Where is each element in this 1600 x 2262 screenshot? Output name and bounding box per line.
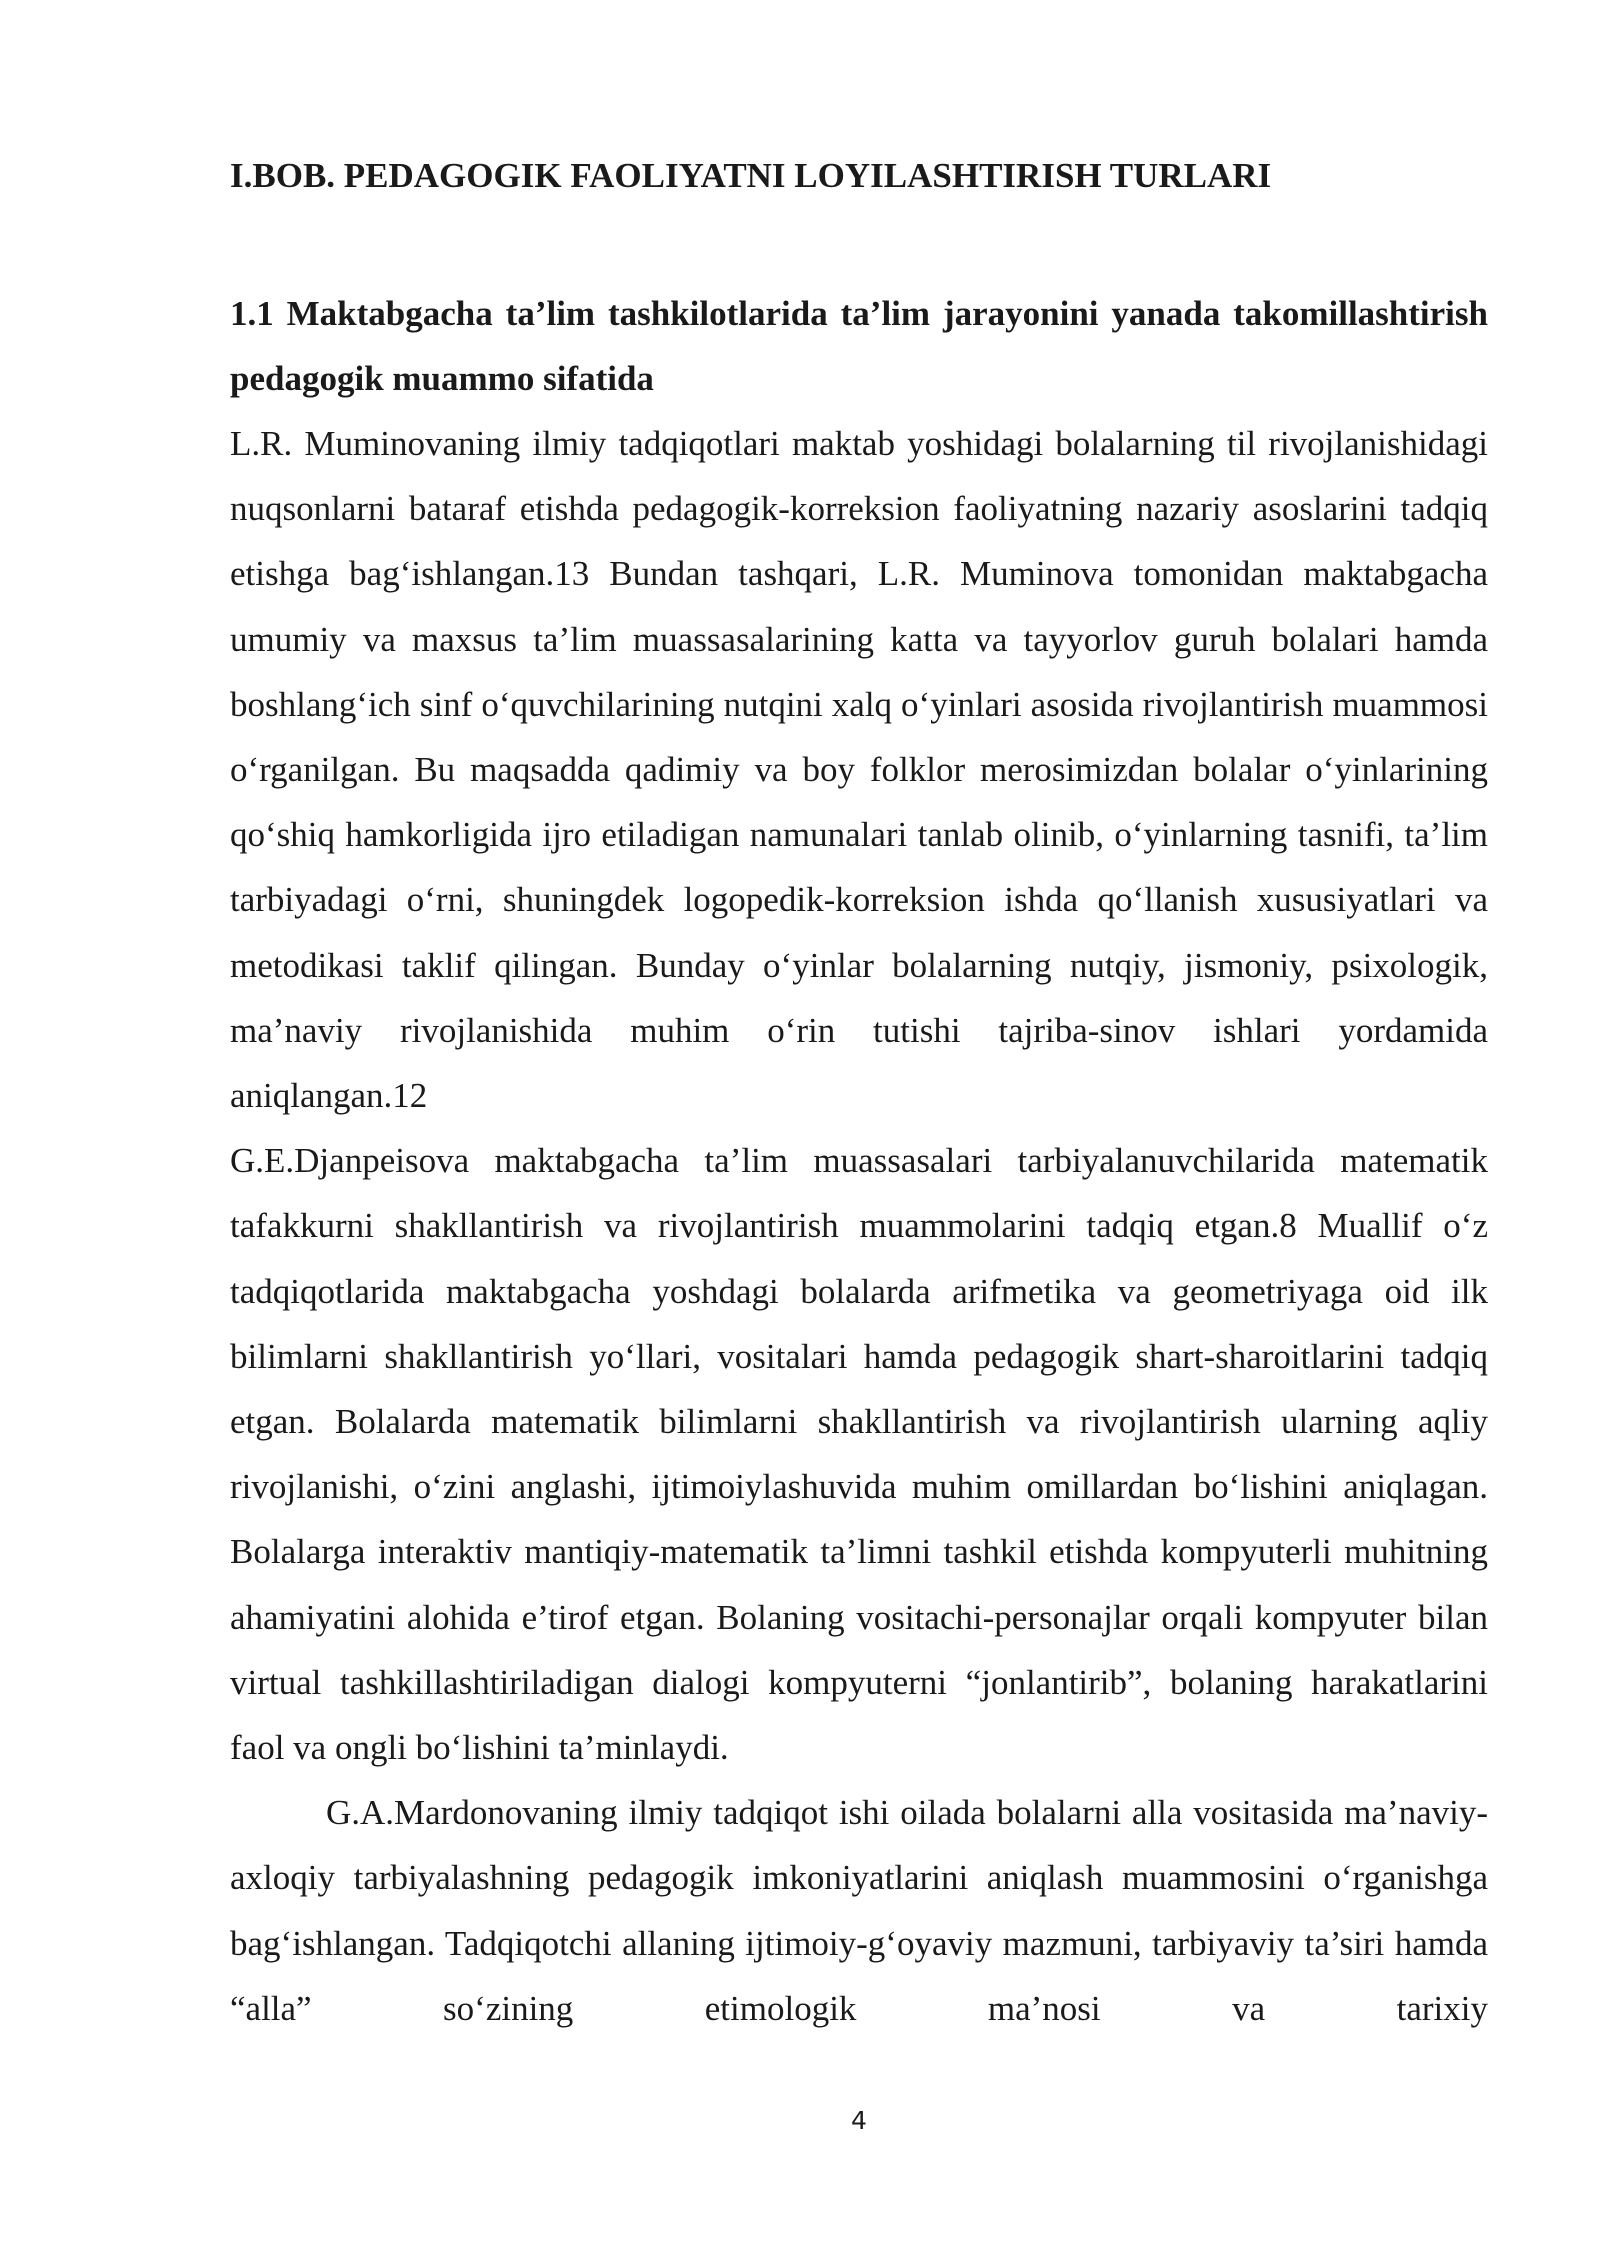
page-content [230, 150, 1488, 2041]
section-title: 1.1 Maktabgacha ta’lim tashkilotlarida ta’lim jarayonini yanada takomillashtirish pedagogik muammo sifatida [230, 294, 1488, 398]
page-number: 4 [851, 2106, 867, 2135]
chapter-title: I.BOB. PEDAGOGIK FAOLIYATNI LOYILASHTIRISH TURLARI [230, 156, 1272, 195]
paragraph-mardonova: G.A.Mardonovaning ilmiy tadqiqot ishi oilada bolalarni alla vositasida ma’naviy-axloqiy tarbiyalashning pedagogik imkoniyatlarini aniqlash muammosini o‘rganishga bag‘ishlangan. Tadqiqotchi allaning ijtimoiy-g‘oyaviy mazmuni, tarbiyaviy ta’siri hamda “alla” so‘zining etimologik ma’nosi va tarixiy [230, 1793, 1488, 2028]
paragraph-muminova: L.R. Muminovaning ilmiy tadqiqotlari maktab yoshidagi bolalarning til rivojlanishidagi nuqsonlarni bataraf etishda pedagogik-korreksion faoliyatning nazariy asoslarini tadqiq etishga bag‘ishlangan.13 Bundan tashqari, L.R. Muminova tomonidan maktabgacha umumiy va maxsus ta’lim muassasalarining katta va tayyorlov guruh bolalari hamda boshlang‘ich sinf o‘quvchilarining nutqini xalq o‘yinlari asosida rivojlantirish muammosi o‘rganilgan. Bu maqsadda qadimiy va boy folklor merosimizdan bolalar o‘yinlarining qo‘shiq hamkorligida ijro etiladigan namunalari tanlab olinib, o‘yinlarning tasnifi, ta’lim tarbiyadagi o‘rni, shuningdek logopedik-korreksion ishda qo‘llanish xususiyatlari va metodikasi taklif qilingan. Bunday o‘yinlar bolalarning nutqiy, jismoniy, psixologik, ma’naviy rivojlanishida muhim o‘rin tutishi tajriba-sinov ishlari yordamida aniqlangan.12 [230, 424, 1488, 1116]
paragraph-djanpeisova: G.E.Djanpeisova maktabgacha ta’lim muassasalari tarbiyalanuvchilarida matematik tafakkurni shakllantirish va rivojlantirish muammolarini tadqiq etgan.8 Muallif o‘z tadqiqotlarida maktabgacha yoshdagi bolalarda arifmetika va geometriyaga oid ilk bilimlarni shakllantirish yo‘llari, vositalari hamda pedagogik shart-sharoitlarini tadqiq etgan. Bolalarda matematik bilimlarni shakllantirish va rivojlantirish ularning aqliy rivojlanishi, o‘zini anglashi, ijtimoiylashuvida muhim omillardan bo‘lishini aniqlagan. Bolalarga interaktiv mantiqiy-matematik ta’limni tashkil etishda kompyuterli muhitning ahamiyatini alohida e’tirof etgan. Bolaning vositachi-personajlar orqali kompyuter bilan virtual tashkillashtiriladigan dialogi kompyuterni “jonlantirib”, bolaning harakatlarini faol va ongli bo‘lishini ta’minlaydi. [230, 1141, 1488, 1768]
